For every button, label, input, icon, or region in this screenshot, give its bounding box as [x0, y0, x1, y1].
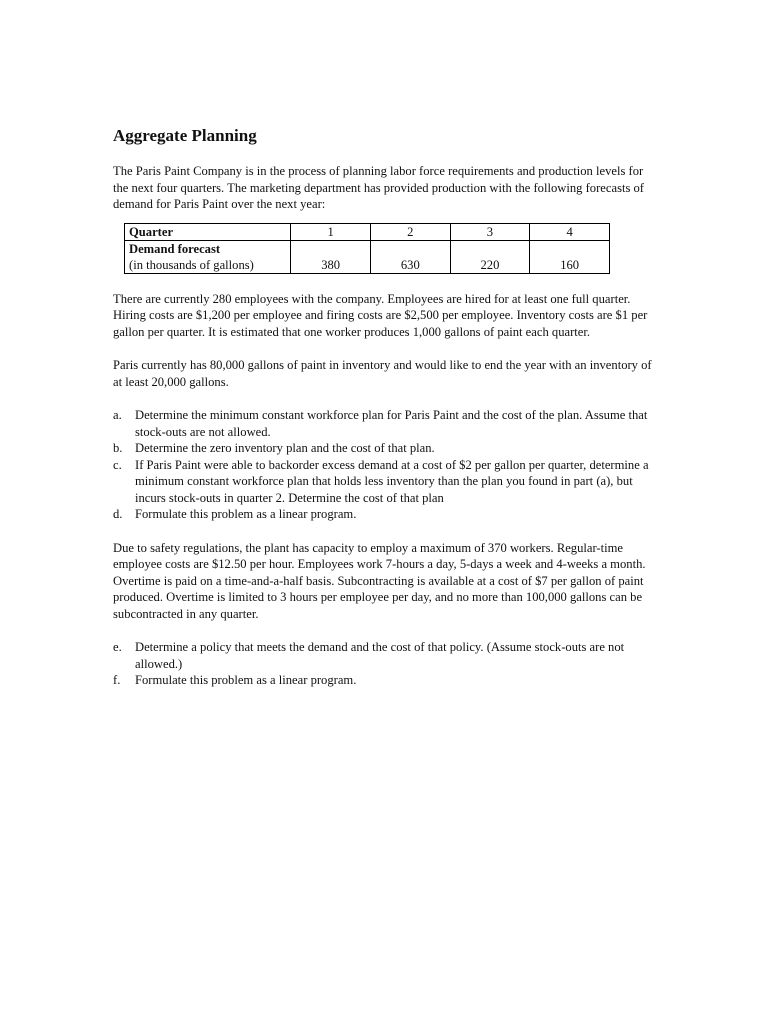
row-label-sub: (in thousands of gallons) [129, 257, 254, 272]
inventory-paragraph: Paris currently has 80,000 gallons of paint in inventory and would like to end the year with an inventory of at least 20,000 gallons. [113, 358, 652, 389]
list-item: e. Determine a policy that meets the demand and the cost of that policy. (Assume stock-outs are not allowed.) [113, 640, 625, 671]
capacity-paragraph: Due to safety regulations, the plant has capacity to employ a maximum of 370 workers. Regular-time employee costs are $12.50 per hour. Employees work 7-hours a day, 5-days a week and 4-weeks a month. Overtime is paid on a time-and-a-half basis. Subcontracting is available at a cost of $7 per gallon of paint produced. Overtime is limited to 3 hours per employee per day, and no more than 100,000 gallons can be subcontracted in any quarter. [113, 540, 646, 621]
table-header-q4: 4 [530, 223, 610, 240]
list-item: c. If Paris Paint were able to backorder excess demand at a cost of $2 per gallon per quarter, determine a minimum constant workforce plan that holds less inventory than the plan you found in part (a), but incurs stock-outs in quarter 2. Determine the cost of that plan [113, 457, 649, 505]
demand-forecast-table [124, 223, 610, 274]
question-list-1 [113, 407, 658, 523]
table-cell-q3: 220 [450, 240, 530, 273]
table-header-row [125, 223, 610, 240]
list-item: b. Determine the zero inventory plan and the cost of that plan. [113, 441, 435, 455]
question-list-2 [113, 639, 658, 689]
table-cell-q4: 160 [530, 240, 610, 273]
list-item: d. Formulate this problem as a linear program. [113, 507, 357, 521]
table-cell-q2: 630 [370, 240, 450, 273]
table-header-q3: 3 [450, 223, 530, 240]
table-cell-q1: 380 [291, 240, 371, 273]
table-header-label: Quarter [125, 223, 291, 240]
page-title: Aggregate Planning [113, 126, 257, 145]
table-header-q1: 1 [291, 223, 371, 240]
table-row-label [125, 240, 291, 273]
list-item: f. Formulate this problem as a linear program. [113, 673, 357, 687]
list-item: a. Determine the minimum constant workforce plan for Paris Paint and the cost of the plan. Assume that stock-outs are not allowed. [113, 408, 648, 439]
document-body [113, 126, 658, 689]
intro-paragraph: The Paris Paint Company is in the process of planning labor force requirements and production levels for the next four quarters. The marketing department has provided production with the following forecasts of demand for Paris Paint over the next year: [113, 164, 645, 211]
row-label-bold: Demand forecast [129, 241, 221, 256]
table-header-q2: 2 [370, 223, 450, 240]
employees-paragraph: There are currently 280 employees with the company. Employees are hired for at least one full quarter. Hiring costs are $1,200 per employee and firing costs are $2,500 per employee. Inventory costs are $1 per gallon per quarter. It is estimated that one worker produces 1,000 gallons of paint each quarter. [113, 291, 648, 339]
table-row [125, 240, 610, 273]
